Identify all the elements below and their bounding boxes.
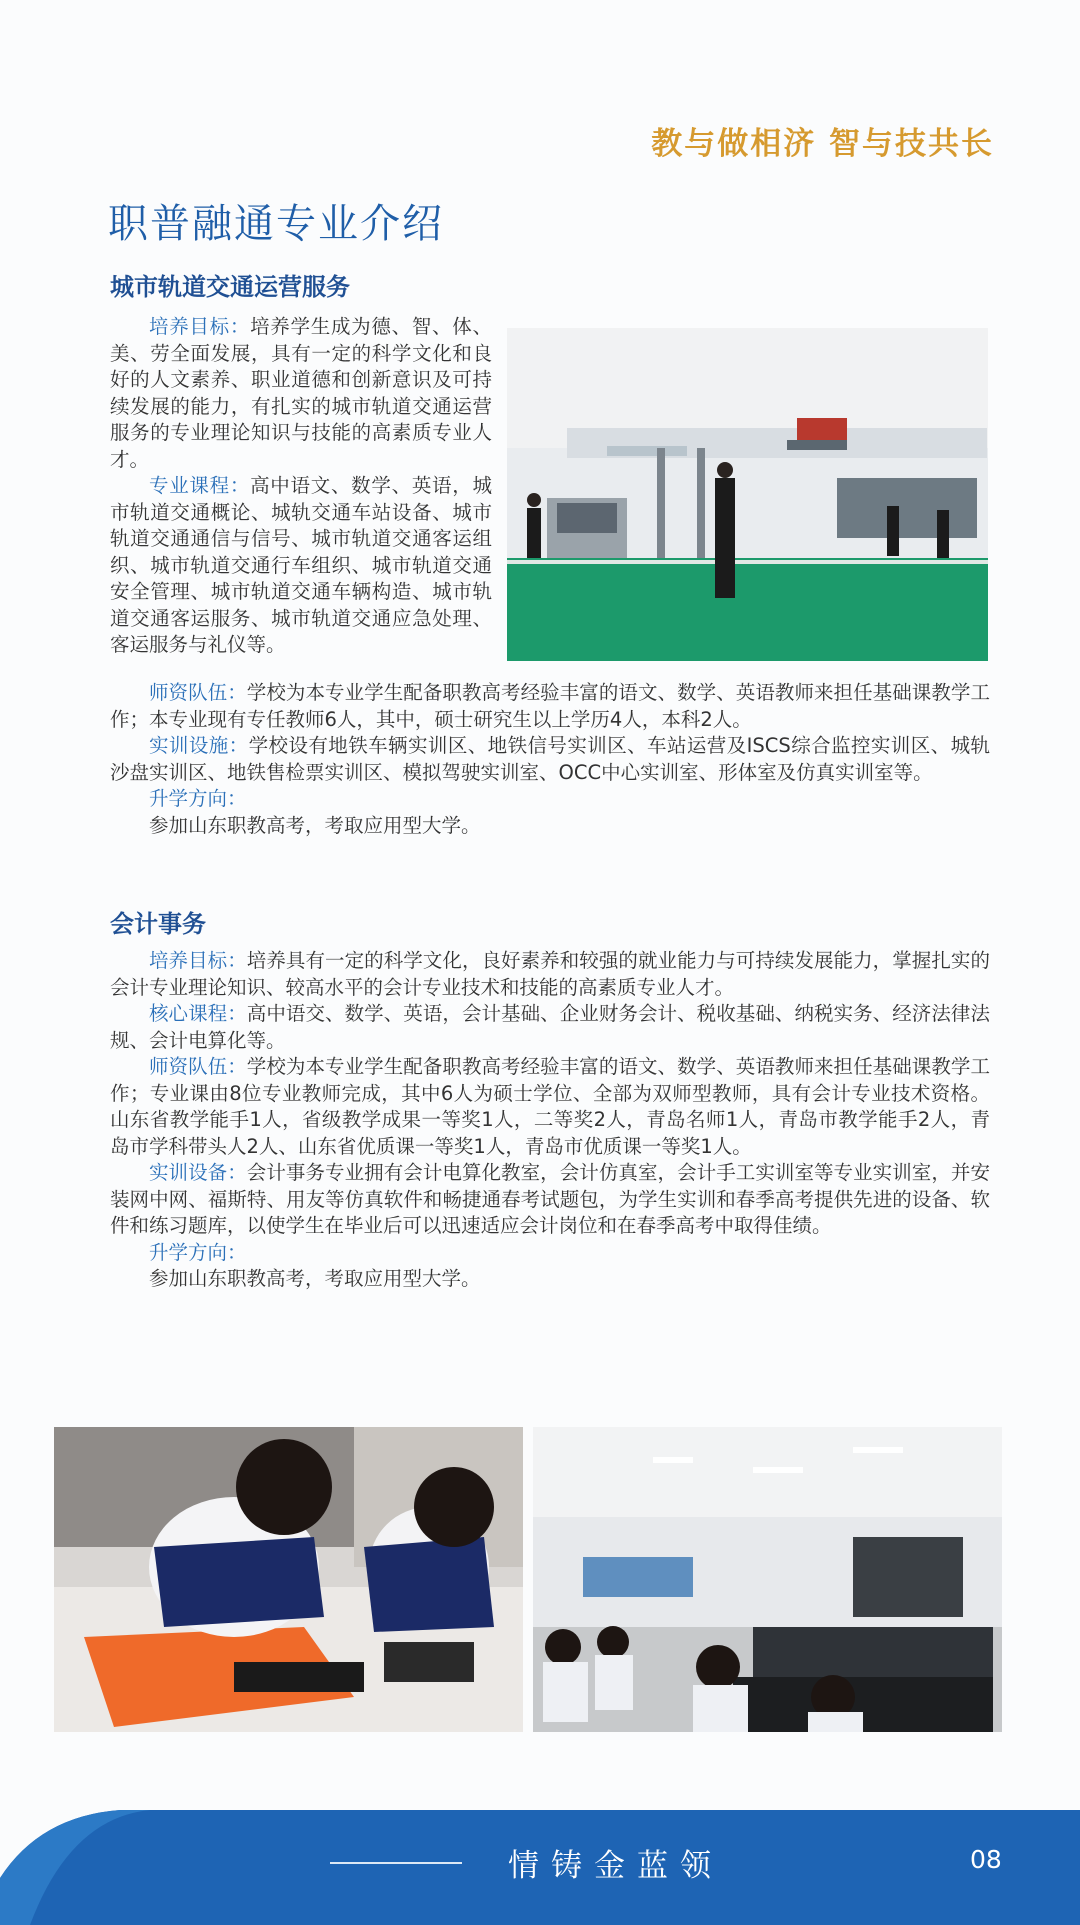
- label-facility: 实训设施：: [149, 734, 249, 757]
- label-course: 专业课程：: [149, 474, 251, 497]
- section-title-rail-transit: 城市轨道交通运营服务: [110, 273, 350, 301]
- page-number: 08: [970, 1845, 1002, 1874]
- section1-teacher: [110, 680, 990, 733]
- section1-direction-label: [110, 786, 990, 813]
- label-direction: 升学方向：: [149, 787, 247, 810]
- text-course: 高中语交、数学、英语，会计基础、企业财务会计、税收基础、纳税实务、经济法律法规、会计电算化等。: [110, 1002, 990, 1052]
- text-teacher: 学校为本专业学生配备职教高考经验丰富的语文、数学、英语教师来担任基础课教学工作；本专业现有专任教师6人，其中，硕士研究生以上学历4人，本科2人。: [110, 681, 990, 731]
- section1-direction-text: 参加山东职教高考，考取应用型大学。: [149, 813, 481, 837]
- section2-direction-label: [110, 1240, 990, 1267]
- text-facility: 学校设有地铁车辆实训区、地铁信号实训区、车站运营及ISCS综合监控实训区、城轨沙盘实训区、地铁售检票实训区、模拟驾驶实训室、OCC中心实训室、形体室及仿真实训室等。: [110, 734, 990, 784]
- text-goal: 培养具有一定的科学文化，良好素养和较强的就业能力与可持续发展能力，掌握扎实的会计专业理论知识、较高水平的会计专业技术和技能的高素质专业人才。: [110, 949, 990, 999]
- page-title: 职普融通专业介绍: [108, 201, 444, 247]
- section2-facility: [110, 1160, 990, 1240]
- section1-facility: [110, 733, 990, 786]
- label-teacher: 师资队伍：: [149, 681, 247, 704]
- label-goal: 培养目标：: [149, 315, 251, 338]
- label-course: 核心课程：: [149, 1002, 247, 1025]
- text-course: 高中语文、数学、英语，城市轨道交通概论、城轨交通车站设备、城市轨道交通通信与信号、城市轨道交通客运组织、城市轨道交通行车组织、城市轨道交通安全管理、城市轨道交通车辆构造、城市轨道交通客运服务、城市轨道交通应急处理、客运服务与礼仪等。: [110, 474, 492, 656]
- section2-course: [110, 1001, 990, 1054]
- label-teacher: 师资队伍：: [149, 1055, 247, 1078]
- section2-body: [110, 948, 990, 1293]
- section-title-accounting: 会计事务: [110, 910, 206, 938]
- text-facility: 会计事务专业拥有会计电算化教室，会计仿真室，会计手工实训室等专业实训室，并安装网中网、福斯特、用友等仿真软件和畅捷通春考试题包，为学生实训和春季高考提供先进的设备、软件和练习题库，以使学生在毕业后可以迅速适应会计岗位和在春季高考中取得佳绩。: [110, 1161, 990, 1237]
- section1-full-width: [110, 314, 990, 839]
- section2-goal: [110, 948, 990, 1001]
- text-goal: 培养学生成为德、智、体、美、劳全面发展，具有一定的科学文化和良好的人文素养、职业道德和创新意识及可持续发展的能力，有扎实的城市轨道交通运营服务的专业理论知识与技能的高素质专业人才。: [110, 315, 492, 471]
- footer-text: 情铸金蓝领: [508, 1848, 723, 1884]
- footer-divider: [330, 1862, 462, 1864]
- page-slogan: 教与做相济 智与技共长: [651, 126, 994, 162]
- label-facility: 实训设备：: [149, 1161, 247, 1184]
- photo-student-keyboard-practice: [54, 1427, 523, 1732]
- photo-computer-lab: [533, 1427, 1002, 1732]
- section2-direction-text: 参加山东职教高考，考取应用型大学。: [149, 1267, 481, 1290]
- text-teacher: 学校为本专业学生配备职教高考经验丰富的语文、数学、英语教师来担任基础课教学工作；专业课由8位专业教师完成，其中6人为硕士学位、全部为双师型教师，具有会计专业技术资格。山东省教学能手1人，省级教学成果一等奖1人，二等奖2人，青岛名师1人，青岛市教学能手2人，青岛市学科带头人2人、山东省优质课一等奖1人，青岛市优质课一等奖1人。: [110, 1055, 990, 1158]
- label-direction: 升学方向：: [149, 1240, 247, 1264]
- section2-teacher: [110, 1054, 990, 1160]
- label-goal: 培养目标：: [149, 949, 247, 972]
